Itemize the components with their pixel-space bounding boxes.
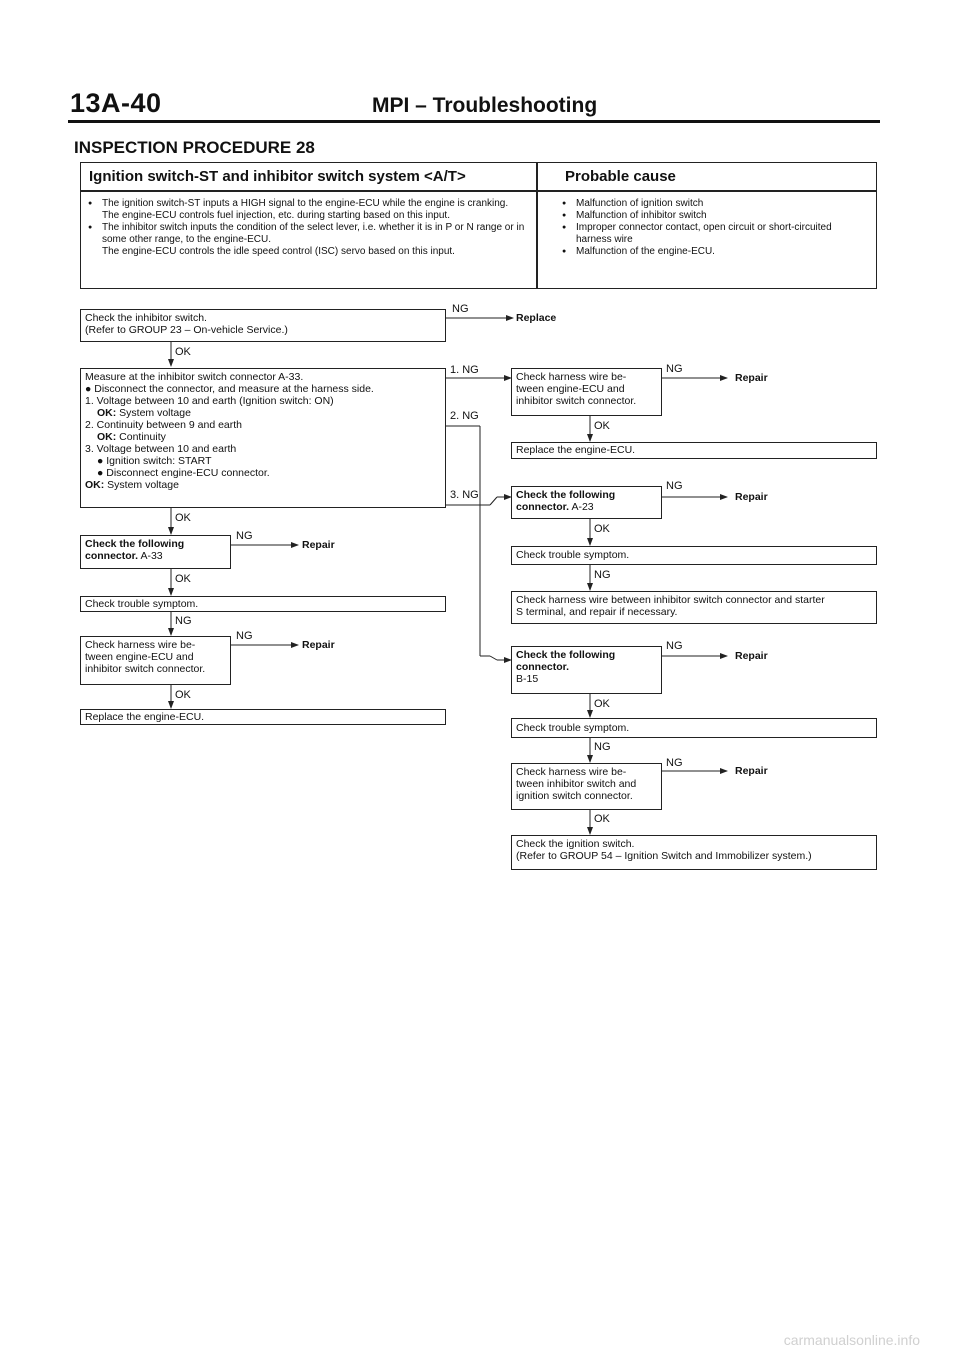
b2-ng2-label: 2. NG	[450, 410, 479, 422]
measure-connector-box: Measure at the inhibitor switch connector A-33. ● Disconnect the connector, and measure at the harness side. 1. Voltage between 10 and earth (Ignition switch: ON) OK: System voltage 2. Continuity between 9 and earth OK: Continuity 3. Voltage between 10 and earth ● Ignition switch: START ● Disconnect engine-ECU connector. OK: System voltage	[80, 368, 446, 508]
r6-ng-label: NG	[666, 640, 683, 652]
check-connector-a23-box: Check the following connector. A-23	[511, 486, 662, 519]
r8-repair-result: Repair	[735, 765, 768, 777]
r1-repair-result: Repair	[735, 372, 768, 384]
b4-ng-label: NG	[175, 615, 192, 627]
check-inhibitor-switch-box: Check the inhibitor switch. (Refer to GROUP 23 – On-vehicle Service.)	[80, 309, 446, 342]
b3-ok-label: OK	[175, 573, 191, 585]
table-left-title: Ignition switch-ST and inhibitor switch system <A/T>	[89, 168, 466, 185]
b3-repair-result: Repair	[302, 539, 335, 551]
check-trouble-symptom-right-box-2: Check trouble symptom.	[511, 718, 877, 738]
check-harness-ecu-inhibitor-right-box: Check harness wire be- tween engine-ECU and inhibitor switch connector.	[511, 368, 662, 416]
r6-repair-result: Repair	[735, 650, 768, 662]
list-item: ● Malfunction of the engine-ECU.	[562, 246, 868, 258]
list-item: ● Malfunction of ignition switch	[562, 198, 868, 210]
r3-repair-result: Repair	[735, 491, 768, 503]
r8-ng-label: NG	[666, 757, 683, 769]
b5-repair-result: Repair	[302, 639, 335, 651]
table-right-title: Probable cause	[565, 168, 676, 185]
b2-ng3-label: 3. NG	[450, 489, 479, 501]
check-connector-a33-box: Check the following connector. A-33	[80, 535, 231, 569]
b2-ng1-label: 1. NG	[450, 364, 479, 376]
check-harness-starter-box: Check harness wire between inhibitor switch connector and starter S terminal, and repair if necessary.	[511, 591, 877, 624]
b1-ng-label: NG	[452, 303, 469, 315]
check-trouble-symptom-box: Check trouble symptom.	[80, 596, 446, 612]
b3-ng-label: NG	[236, 530, 253, 542]
replace-result: Replace	[516, 312, 557, 324]
watermark: carmanualsonline.info	[783, 1332, 920, 1348]
list-item: ● The inhibitor switch inputs the condition of the select lever, i.e. whether it is in P or N range or in some other range, to the engine-ECU. The engine-ECU controls the idle speed control (ISC) servo based on this input.	[88, 222, 530, 258]
r4-ng-label: NG	[594, 569, 611, 581]
list-item: ● The ignition switch-ST inputs a HIGH signal to the engine-ECU while the engine is cranking. The engine-ECU controls fuel injection, etc. during starting based on this input.	[88, 198, 530, 222]
list-item: ● Malfunction of inhibitor switch	[562, 210, 868, 222]
check-connector-b15-box: Check the following connector. B-15	[511, 646, 662, 694]
page-number: 13A-40	[70, 88, 162, 118]
r6-ok-label: OK	[594, 698, 610, 710]
check-ignition-switch-box: Check the ignition switch. (Refer to GROUP 54 – Ignition Switch and Immobilizer system.)	[511, 835, 877, 870]
section-title: MPI – Troubleshooting	[372, 94, 598, 117]
list-item: ● Improper connector contact, open circuit or short-circuited harness wire	[562, 222, 868, 246]
check-harness-ecu-inhibitor-box: Check harness wire be- tween engine-ECU and inhibitor switch connector.	[80, 636, 231, 685]
replace-engine-ecu-box: Replace the engine-ECU.	[80, 709, 446, 725]
r1-ng-label: NG	[666, 363, 683, 375]
b5-ok-label: OK	[175, 689, 191, 701]
r1-ok-label: OK	[594, 420, 610, 432]
replace-engine-ecu-right-box: Replace the engine-ECU.	[511, 442, 877, 459]
r3-ng-label: NG	[666, 480, 683, 492]
b5-ng-label: NG	[236, 630, 253, 642]
b2-ok-label: OK	[175, 512, 191, 524]
r3-ok-label: OK	[594, 523, 610, 535]
check-harness-inhibitor-ignition-box: Check harness wire be- tween inhibitor switch and ignition switch connector.	[511, 763, 662, 810]
b1-ok-label: OK	[175, 346, 191, 358]
r8-ok-label: OK	[594, 813, 610, 825]
r7-ng-label: NG	[594, 741, 611, 753]
check-trouble-symptom-right-box: Check trouble symptom.	[511, 546, 877, 565]
procedure-title: INSPECTION PROCEDURE 28	[74, 138, 315, 157]
